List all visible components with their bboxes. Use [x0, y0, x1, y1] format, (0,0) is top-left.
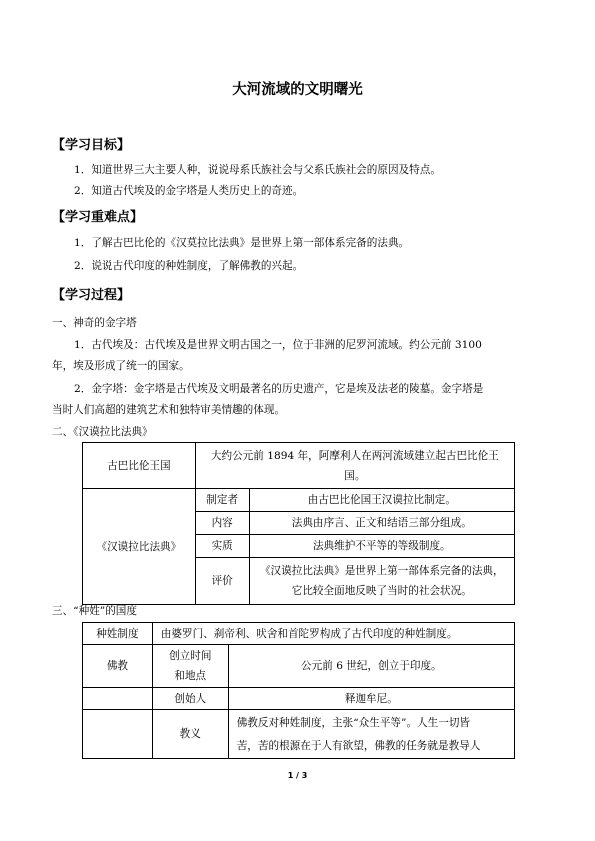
doctrine-line-1: 佛教反对种姓制度，主张“众生平等”。人生一切皆 — [236, 717, 471, 729]
page-number: 1 / 3 — [287, 771, 308, 780]
process-heading: 【学习过程】 — [52, 288, 131, 303]
code-row-label: 评价 — [195, 558, 249, 605]
empty-cell — [83, 710, 153, 759]
goals-heading: 【学习目标】 — [52, 138, 131, 153]
section-3-title: 三、“种姓”的国度 — [52, 605, 137, 617]
code-row-text: 法典维护不平等的等级制度。 — [249, 535, 514, 558]
doctrine-label: 教义 — [152, 710, 228, 759]
code-row-text: 法典由序言、正文和结语三部分组成。 — [249, 512, 514, 535]
section-1-para-1-line-1: 1．古代埃及：古代埃及是世界文明古国之一，位于非洲的尼罗河流域。约公元前 3100 — [74, 339, 482, 351]
caste-text: 由婆罗门、刹帝利、吠舍和首陀罗构成了古代印度的种姓制度。 — [152, 623, 514, 645]
section-1-para-2-line-1: 2．金字塔：金字塔是古代埃及文明最著名的历史遗产，它是埃及法老的陵墓。金字塔是 — [74, 383, 484, 395]
empty-cell — [83, 688, 153, 710]
caste-table — [82, 622, 515, 759]
key-points-heading: 【学习重难点】 — [52, 210, 144, 225]
code-row-text: 由古巴比伦国王汉谟拉比制定。 — [249, 489, 514, 512]
doctrine-line-2: 苦，苦的根源在于人有欲望，佛教的任务就是教导人 — [236, 740, 481, 752]
hammurabi-table — [82, 442, 515, 605]
code-label: 《汉谟拉比法典》 — [83, 489, 196, 605]
code-row-text: 《汉谟拉比法典》是世界上第一部体系完备的法典，它比较全面地反映了当时的社会状况。 — [249, 558, 514, 605]
founder-text: 释迦牟尼。 — [228, 688, 514, 710]
code-row-label: 实质 — [195, 535, 249, 558]
goal-item-2: 2．知道古代埃及的金字塔是人类历史上的奇迹。 — [74, 185, 304, 197]
code-row-label: 制定者 — [195, 489, 249, 512]
founding-time-text: 公元前 6 世纪，创立于印度。 — [228, 645, 514, 688]
caste-label: 种姓制度 — [83, 623, 153, 645]
doctrine-text — [228, 710, 514, 759]
kingdom-label: 古巴比伦王国 — [83, 443, 196, 489]
key-point-item-1: 1．了解古巴比伦的《汉莫拉比法典》是世界上第一部体系完备的法典。 — [74, 237, 410, 249]
kingdom-text: 大约公元前 1894 年，阿摩利人在两河流域建立起古巴比伦王国。 — [195, 443, 514, 489]
founder-label: 创始人 — [152, 688, 228, 710]
code-row-label: 内容 — [195, 512, 249, 535]
goal-item-1: 1．知道世界三大主要人种，说说母系氏族社会与父系氏族社会的原因及特点。 — [74, 164, 441, 176]
key-point-item-2: 2．说说古代印度的种姓制度，了解佛教的兴起。 — [74, 260, 304, 272]
section-2-title: 二、《汉谟拉比法典》 — [52, 426, 153, 438]
section-1-title: 一、神奇的金字塔 — [52, 317, 137, 329]
page-title: 大河流域的文明曙光 — [232, 82, 363, 98]
section-1-para-2-line-2: 当时人们高超的建筑艺术和独特审美情趣的体现。 — [52, 404, 286, 416]
founding-time-label: 创立时间和地点 — [152, 645, 228, 688]
buddhism-label: 佛教 — [83, 645, 153, 688]
section-1-para-1-line-2: 年，埃及形成了统一的国家。 — [52, 360, 190, 372]
